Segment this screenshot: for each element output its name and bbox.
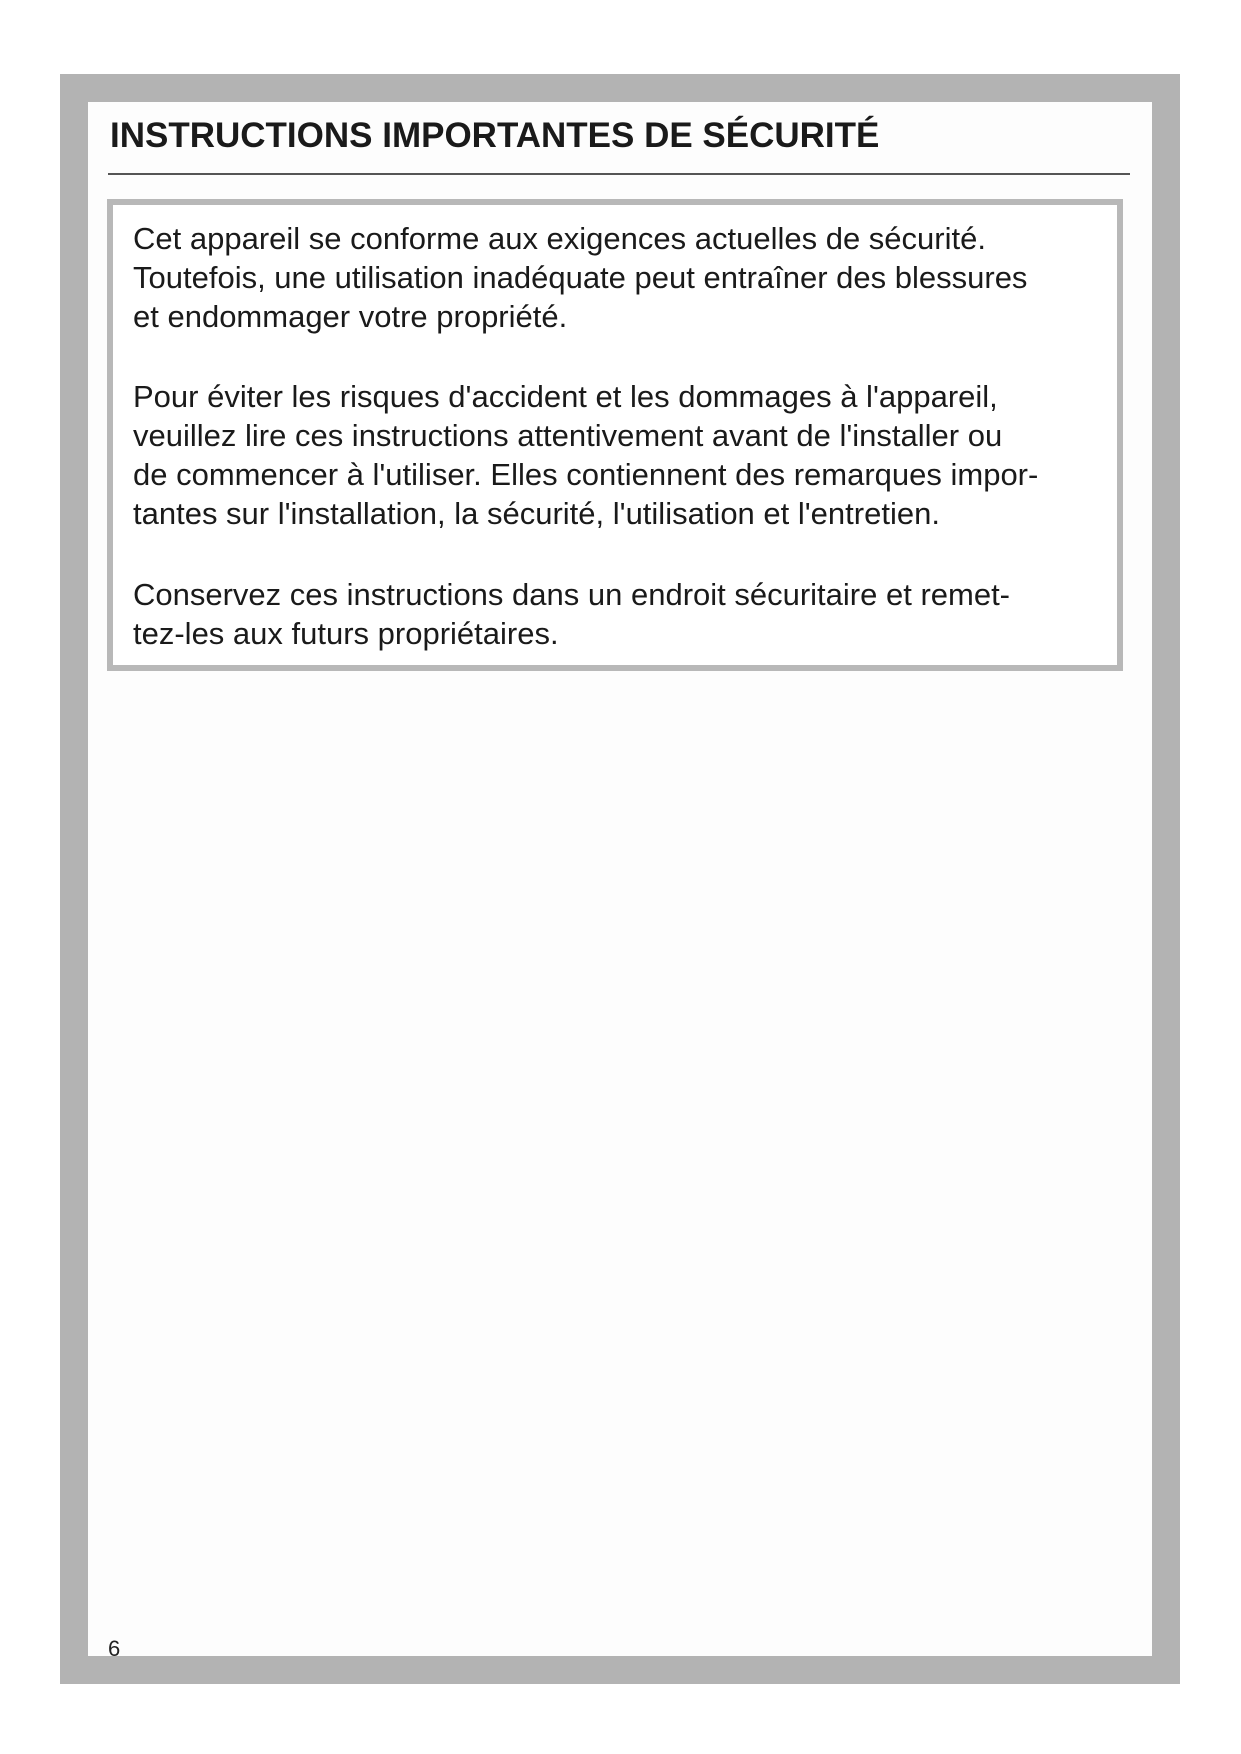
notice-paragraph-2 xyxy=(133,377,1113,533)
page-title: INSTRUCTIONS IMPORTANTES DE SÉCURITÉ xyxy=(110,116,880,155)
page-number: 6 xyxy=(108,1636,121,1661)
notice-line: de commencer à l'utiliser. Elles contiennent des remarques impor- xyxy=(133,457,1039,492)
safety-notice-box xyxy=(107,199,1123,671)
notice-line: Cet appareil se conforme aux exigences actuelles de sécurité. xyxy=(133,221,986,256)
notice-line: Toutefois, une utilisation inadéquate peut entraîner des blessures xyxy=(133,260,1028,295)
notice-line: Pour éviter les risques d'accident et les dommages à l'appareil, xyxy=(133,379,998,414)
notice-line: tantes sur l'installation, la sécurité, l'utilisation et l'entretien. xyxy=(133,496,940,531)
notice-paragraph-3 xyxy=(133,575,1113,653)
notice-line: tez-les aux futurs propriétaires. xyxy=(133,616,559,651)
notice-line: Conservez ces instructions dans un endroit sécuritaire et remet- xyxy=(133,577,1011,612)
notice-line: et endommager votre propriété. xyxy=(133,299,568,334)
title-divider xyxy=(108,173,1130,175)
notice-paragraph-1 xyxy=(133,219,1113,336)
notice-line: veuillez lire ces instructions attentivement avant de l'installer ou xyxy=(133,418,1003,453)
